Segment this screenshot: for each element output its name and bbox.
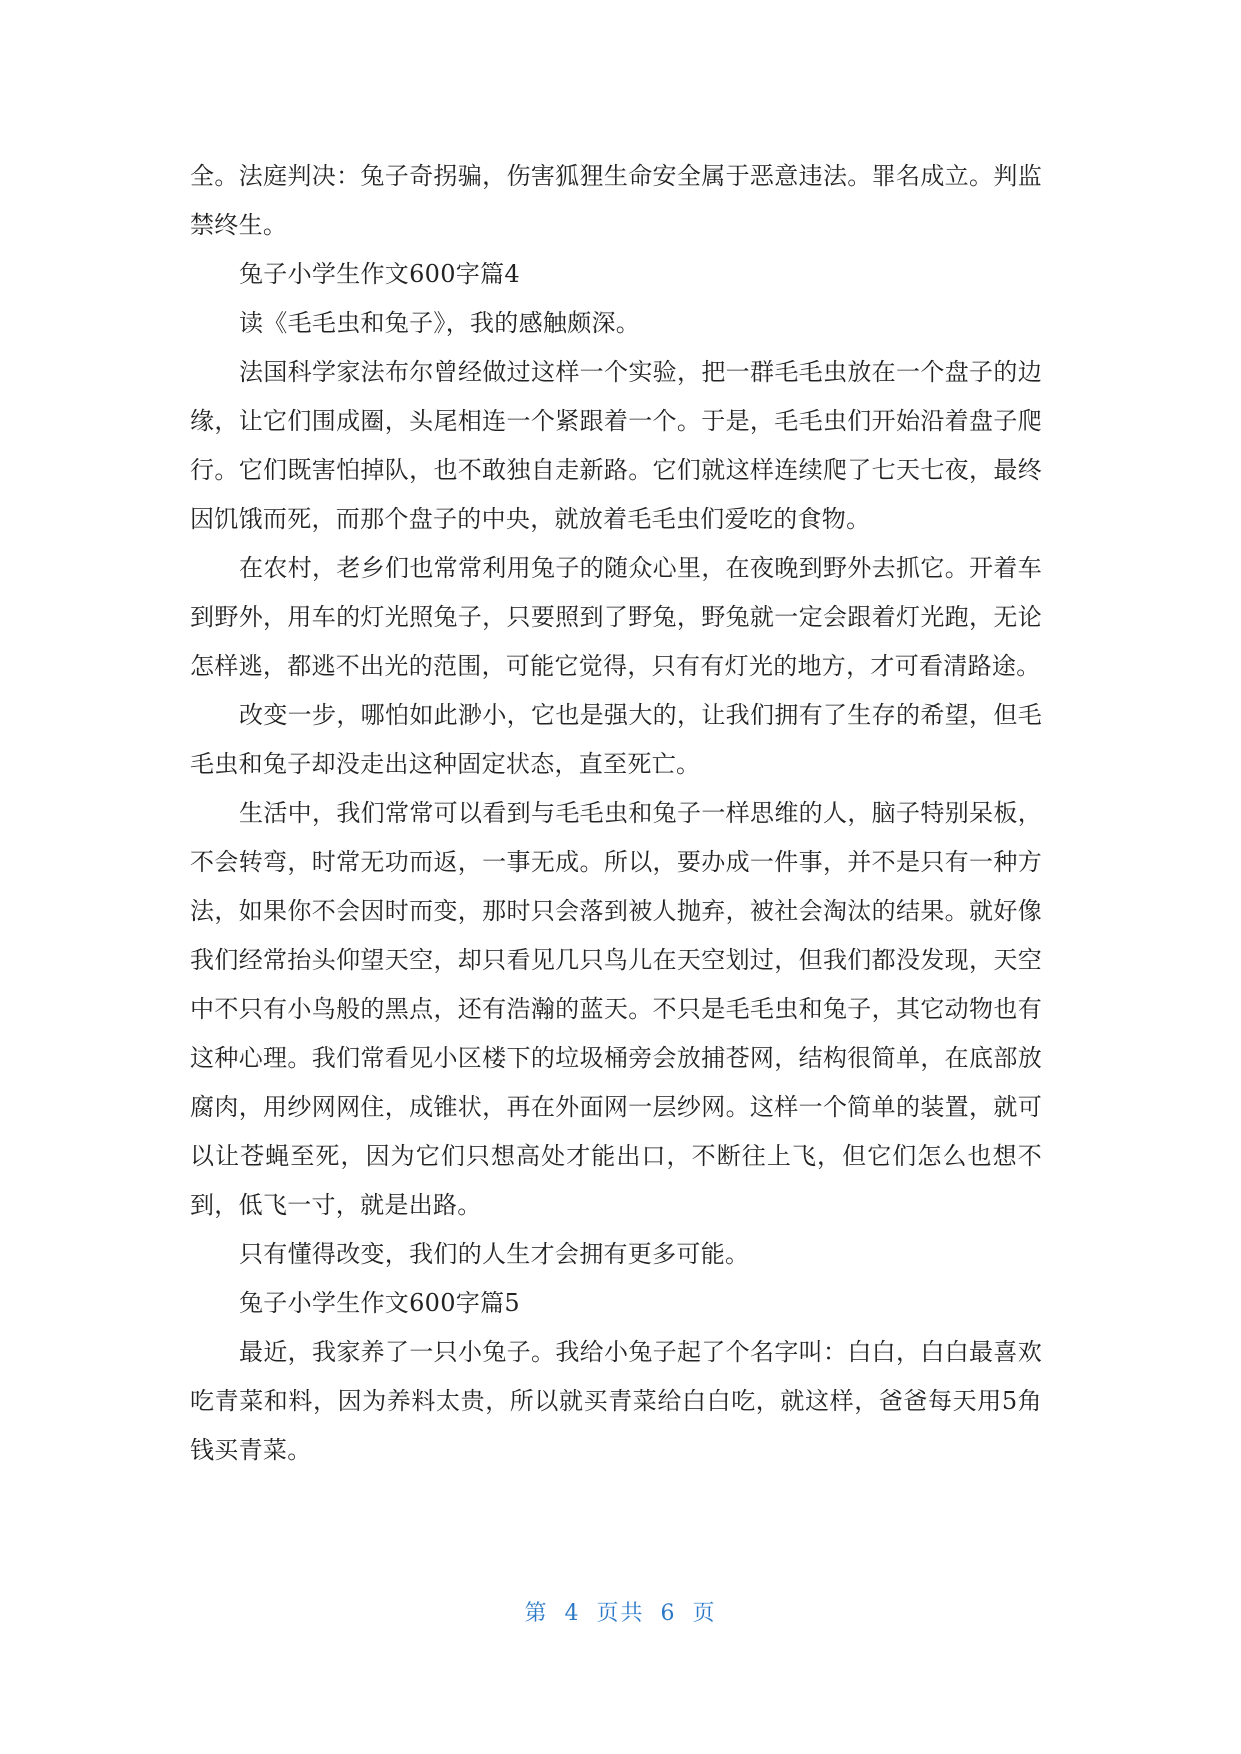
paragraph-rabbit-pet: 最近，我家养了一只小兔子。我给小兔子起了个名字叫：白白，白白最喜欢吃青菜和料，因为养料太贵，所以就买青菜给白白吃，就这样，爸爸每天用5角钱买青菜。 (190, 1338, 1042, 1464)
footer-total-pages: 6 (660, 1601, 677, 1626)
paragraph-life: 生活中，我们常常可以看到与毛毛虫和兔子一样思维的人，脑子特别呆板，不会转弯，时常无功而返，一事无成。所以，要办成一件事，并不是只有一种方法，如果你不会因时而变，那时只会落到被人抛弃，被社会淘汰的结果。就好像我们经常抬头仰望天空，却只看见几只鸟儿在天空划过，但我们都没发现，天空中不只有小鸟般的黑点，还有浩瀚的蓝天。不只是毛毛虫和兔子，其它动物也有这种心理。我们常看见小区楼下的垃圾桶旁会放捕苍网，结构很简单，在底部放腐肉，用纱网网住，成锥状，再在外面网一层纱网。这样一个简单的装置，就可以让苍蝇至死，因为它们只想高处才能出口，不断往上飞，但它们怎么也想不到，低飞一寸，就是出路。 (190, 799, 1042, 1219)
paragraph-change: 改变一步，哪怕如此渺小，它也是强大的，让我们拥有了生存的希望，但毛毛虫和兔子却没走出这种固定状态，直至死亡。 (190, 701, 1042, 778)
paragraph-countryside: 在农村，老乡们也常常利用兔子的随众心里，在夜晚到野外去抓它。开着车到野外，用车的灯光照兔子，只要照到了野兔，野兔就一定会跟着灯光跑，无论怎样逃，都逃不出光的范围，可能它觉得，只有有灯光的地方，才可看清路途。 (190, 554, 1042, 680)
document-body (190, 152, 1042, 1475)
section-heading-4: 兔子小学生作文600字篇4 (239, 260, 520, 288)
paragraph-conclusion: 只有懂得改变，我们的人生才会拥有更多可能。 (239, 1240, 750, 1268)
paragraph-intro: 读《毛毛虫和兔子》，我的感触颇深。 (239, 309, 641, 337)
paragraph-experiment: 法国科学家法布尔曾经做过这样一个实验，把一群毛毛虫放在一个盘子的边缘，让它们围成圈，头尾相连一个紧跟着一个。于是，毛毛虫们开始沿着盘子爬行。它们既害怕掉队，也不敢独自走新路。它们就这样连续爬了七天七夜，最终因饥饿而死，而那个盘子的中央，就放着毛毛虫们爱吃的食物。 (190, 358, 1042, 533)
footer-label-ye: 页 (692, 1601, 717, 1626)
footer-current-page: 4 (564, 1601, 581, 1626)
footer-label-ye-gong: 页共 (596, 1601, 645, 1626)
page-number-footer (0, 1596, 1241, 1627)
paragraph-verdict: 全。法庭判决：兔子奇拐骗，伤害狐狸生命安全属于恶意违法。罪名成立。判监禁终生。 (190, 162, 1042, 239)
footer-label-di: 第 (524, 1601, 549, 1626)
section-heading-5: 兔子小学生作文600字篇5 (239, 1289, 520, 1317)
